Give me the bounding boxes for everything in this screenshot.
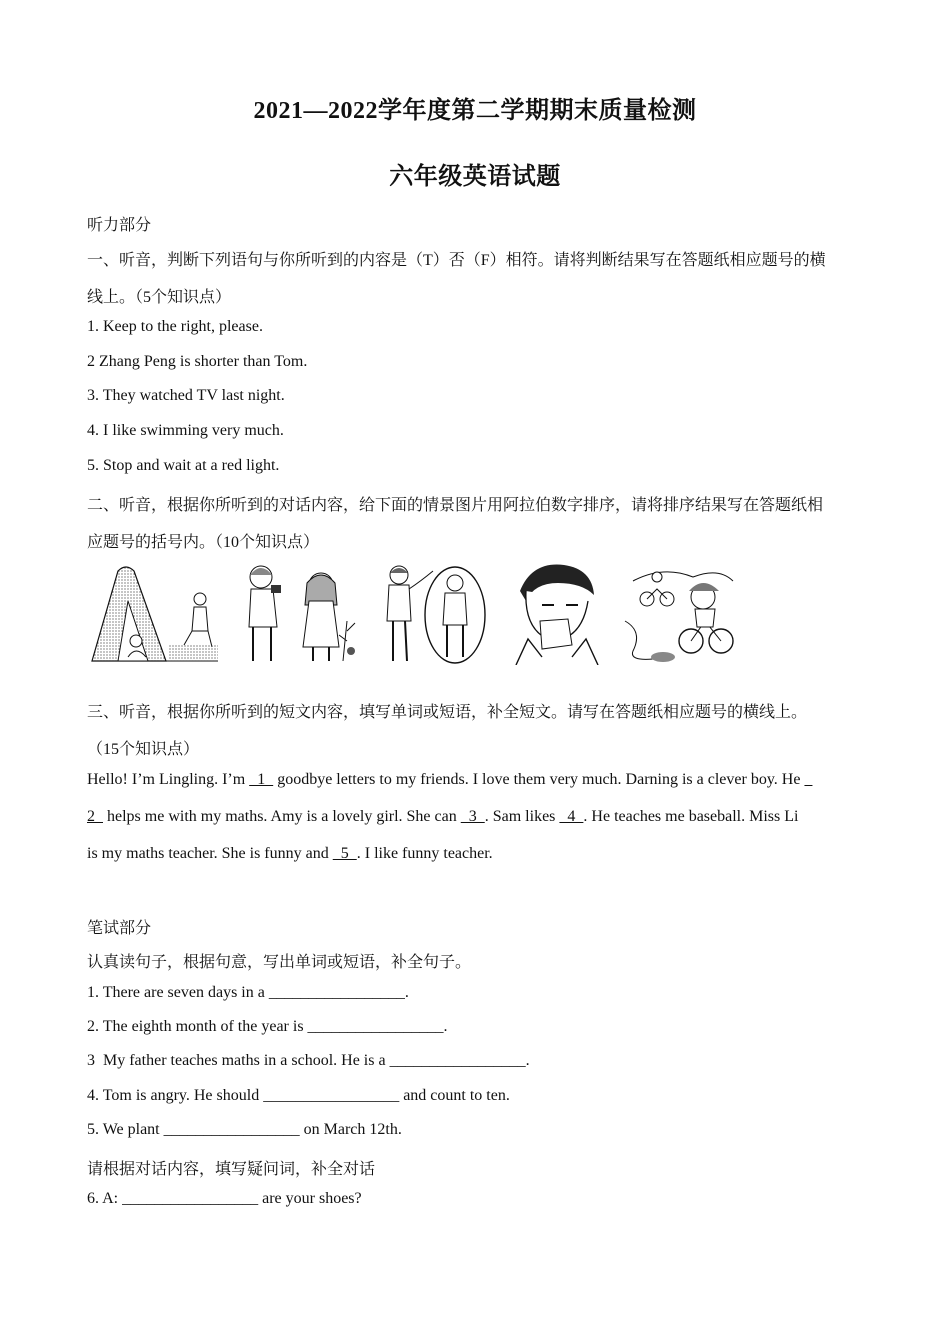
writing-instruction-2: 请根据对话内容，填写疑问词，补全对话 (87, 1161, 376, 1178)
part3-instruction-line1: 三、听音，根据你所听到的短文内容，填写单词或短语，补全短文。请写在答题纸相应题号的横线上。 (87, 704, 808, 721)
writing-item: 1. There are seven days in a _________________. (87, 984, 409, 1001)
passage-line-3: is my maths teacher. She is funny and 5 . I like funny teacher. (87, 845, 493, 862)
part2-instruction-line2: 应题号的括号内。（10个知识点） (87, 534, 320, 551)
exam-subtitle: 六年级英语试题 (389, 164, 561, 190)
passage-line-1: Hello! I’m Lingling. I’m 1 goodbye letters to my friends. I love them very much. Darning is a clever boy. He (87, 771, 812, 789)
boy-with-tissue-picture (512, 561, 602, 665)
blank-4: 4 (559, 808, 584, 825)
writing-item: 4. Tom is angry. He should _________________ and count to ten. (87, 1087, 510, 1104)
part2-instruction-line1: 二、听音，根据你所听到的对话内容，给下面的情景图片用阿拉伯数字排序，请将排序结果写在答题纸相 (87, 497, 824, 514)
boy-thinking-picture (381, 561, 489, 665)
writing-item: 6. A: _________________ are your shoes? (87, 1190, 362, 1207)
part1-item: 2 Zhang Peng is shorter than Tom. (87, 353, 308, 370)
writing-heading: 笔试部分 (87, 920, 152, 937)
writing-instruction-1: 认真读句子，根据句意，写出单词或短语，补全句子。 (87, 954, 472, 971)
blank-2: 2 (87, 808, 103, 825)
part1-item: 3. They watched TV last night. (87, 387, 285, 404)
writing-item: 3 My father teaches maths in a school. He is a _________________. (87, 1052, 530, 1069)
writing-item: 2. The eighth month of the year is _________________. (87, 1018, 448, 1035)
blank-5: 5 (332, 845, 357, 862)
blank-3: 3 (460, 808, 485, 825)
blank-2-start (804, 771, 812, 788)
part1-instruction-line1: 一、听音，判断下列语句与你所听到的内容是（T）否（F）相符。请将判断结果写在答题纸相应题号的横 (87, 252, 826, 269)
part1-item: 4. I like swimming very much. (87, 422, 284, 439)
part1-item: 5. Stop and wait at a red light. (87, 457, 280, 474)
passage-line-2: 2 helps me with my maths. Amy is a lovely girl. She can 3 . Sam likes 4 . He teaches me baseball. Miss Li (87, 808, 799, 825)
part3-instruction-line2: （15个知识点） (87, 741, 200, 758)
tent-camping-picture (88, 561, 220, 665)
part1-item: 1. Keep to the right, please. (87, 318, 263, 335)
listening-heading: 听力部分 (87, 217, 152, 234)
bike-riding-picture (623, 561, 737, 665)
part1-instruction-line2: 线上。（5个知识点） (87, 289, 232, 306)
blank-1: 1 (249, 771, 274, 788)
writing-item: 5. We plant _________________ on March 12th. (87, 1121, 402, 1138)
girls-with-camera-picture (243, 561, 359, 665)
exam-title: 2021—2022学年度第二学期期末质量检测 (253, 98, 697, 124)
